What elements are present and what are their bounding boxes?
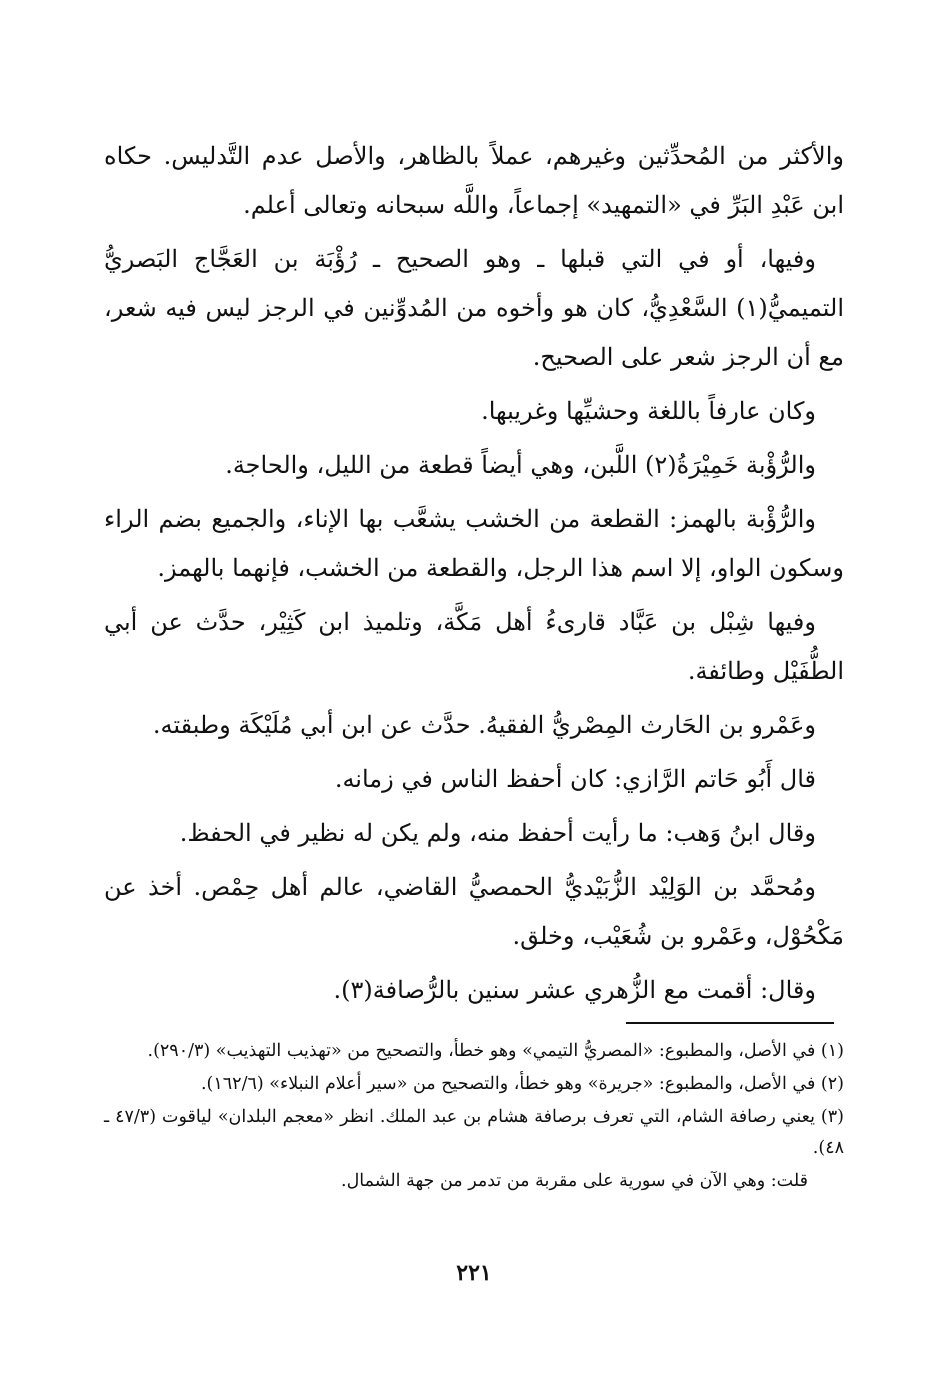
paragraph: وفيها، أو في التي قبلها ـ وهو الصحيح ـ رُؤْبَة بن العَجَّاج البَصريُّ التميميُّ(١) السَّعْدِيُّ، كان هو وأخوه من المُدوِّنين في الرجز ليس فيه شعر، مع أن الرجز شعر على الصحيح. (104, 245, 844, 371)
paragraph: وقال ابنُ وَهب: ما رأيت أحفظ منه، ولم يكن له نظير في الحفظ. (179, 819, 816, 847)
paragraph: وعَمْرو بن الحَارث المِصْريُّ الفقيهُ. حدَّث عن ابن أبي مُلَيْكَة وطبقته. (152, 711, 816, 739)
paragraph: وقال: أقمت مع الزُّهري عشر سنين بالرُّصافة(٣). (333, 976, 816, 1004)
paragraph: قال أَبُو حَاتم الرَّازي: كان أحفظ الناس في زمانه. (334, 765, 816, 793)
paragraph: وفيها شِبْل بن عَبَّاد قارىءُ أهل مَكَّة، وتلميذ ابن كَثِيْر، حدَّث عن أبي الطُّفَيْل وطائفة. (104, 608, 844, 685)
paragraph: ومُحمَّد بن الوَلِيْد الزُّبَيْديُّ الحمصيُّ القاضي، عالم أهل حِمْص. أخذ عن مَكْحُوْل، وعَمْرو بن شُعَيْب، وخلق. (104, 873, 844, 950)
paragraph: والأكثر من المُحدِّثين وغيرهم، عملاً بالظاهر، والأصل عدم التَّدليس. حكاه ابن عَبْدِ البَرِّ في «التمهيد» إجماعاً، واللَّه سبحانه وتعالى أعلم. (104, 142, 844, 219)
footnote-2: (٢) في الأصل، والمطبوع: «جريرة» وهو خطأ، والتصحيح من «سير أعلام النبلاء» (١٦٢/٦). (200, 1074, 844, 1094)
paragraph: والرُّؤْبة خَمِيْرَةُ(٢) اللَّبن، وهي أيضاً قطعة من الليل، والحاجة. (225, 451, 816, 479)
footnotes (104, 1036, 844, 1199)
page-number: ٢٢١ (456, 1260, 492, 1286)
footnote-divider (626, 1022, 834, 1024)
footnote-1: (١) في الأصل، والمطبوع: «المصريُّ التيمي» وهو خطأ، والتصحيح من «تهذيب التهذيب» (٢٩٠/٣). (147, 1041, 844, 1061)
main-text (104, 132, 844, 1020)
paragraph: والرُّؤْبة بالهمز: القطعة من الخشب يشعَّب بها الإناء، والجميع بضم الراء وسكون الواو، إلا اسم هذا الرجل، والقطعة من الخشب، فإنهما بالهمز. (104, 505, 844, 582)
footnote-3-note: قلت: وهي الآن في سورية على مقربة من تدمر من جهة الشمال. (341, 1171, 808, 1191)
footnote-3: (٣) يعني رصافة الشام، التي تعرف برصافة هشام بن عبد الملك. انظر «معجم البلدان» لياقوت (٤٧/٣ ـ ٤٨). (104, 1107, 844, 1158)
paragraph: وكان عارفاً باللغة وحشيِّها وغريبها. (481, 397, 816, 425)
